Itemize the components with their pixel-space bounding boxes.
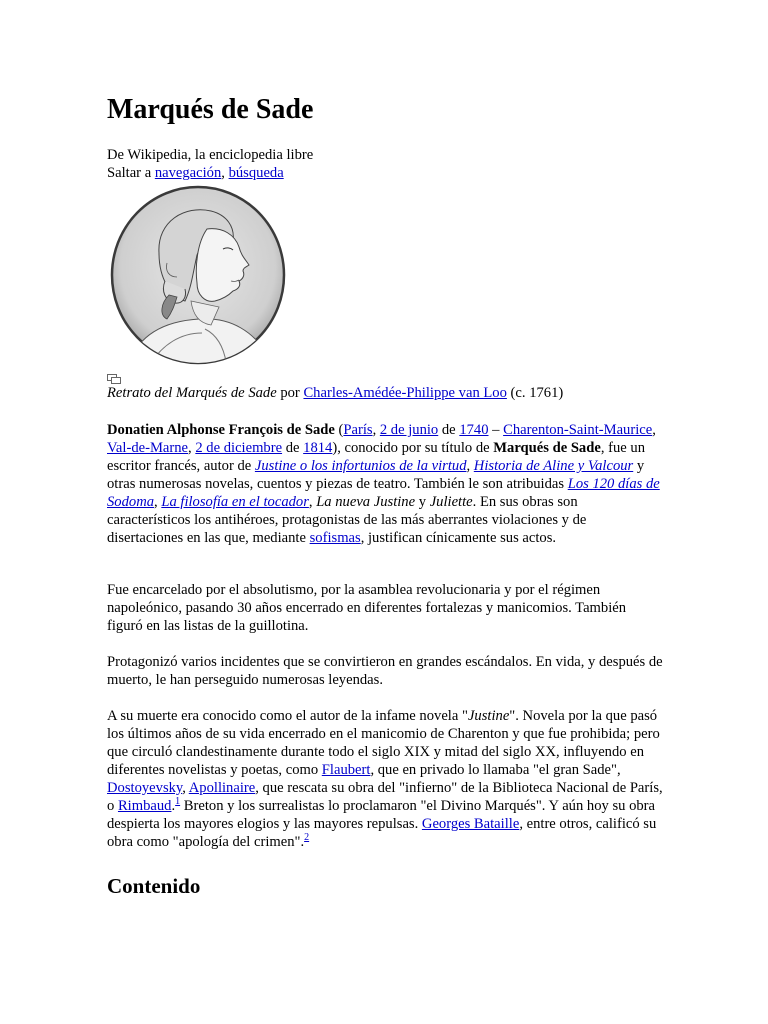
enlarge-icon[interactable] (107, 374, 121, 384)
link-bataille[interactable]: Georges Bataille (421, 816, 520, 832)
link-dostoyevsky[interactable]: Dostoyevsky (107, 780, 183, 796)
link-sofismas[interactable]: sofismas (309, 530, 361, 546)
text: , (188, 440, 196, 456)
article-intro (107, 146, 313, 182)
text: ), conocido por su título de (332, 440, 494, 456)
text: y (415, 494, 430, 510)
text: . (171, 798, 176, 814)
link-val-de-marne[interactable]: Val-de-Marne (107, 440, 189, 456)
jump-separator: , (221, 165, 229, 181)
subject-name: Donatien Alphonse François de Sade (107, 422, 335, 438)
text: , (182, 780, 189, 796)
text: , (308, 494, 317, 510)
link-birth-date[interactable]: 2 de junio (379, 422, 439, 438)
text: de (438, 422, 460, 438)
text: , (652, 422, 656, 438)
paragraph-scandals: Protagonizó varios incidentes que se convirtieron en grandes escándalos. En vida, y después de muerto, le han perseguido numerosas leyendas. (107, 654, 663, 688)
paragraph-intro (107, 421, 663, 547)
italic-title: Juliette (429, 494, 473, 510)
portrait-image[interactable] (107, 183, 289, 369)
link-filosofia[interactable] (161, 494, 309, 510)
text: , justifican cínicamente sus actos. (360, 530, 557, 546)
caption-author-link[interactable]: Charles-Amédée-Philippe van Loo (303, 385, 507, 401)
text: , entre otros, calificó su obra como "apología del crimen". (107, 816, 657, 850)
link-charenton[interactable]: Charenton-Saint-Maurice (503, 422, 653, 438)
text: , que rescata su obra del "infierno" de la Biblioteca Nacional de París, o (107, 780, 663, 814)
link-flaubert[interactable]: Flaubert (321, 762, 371, 778)
link-aline[interactable] (474, 458, 633, 474)
image-caption (107, 384, 667, 402)
text: de (282, 440, 304, 456)
link-filosofia-label: La filosofía en el tocador (161, 494, 309, 510)
text: , (154, 494, 162, 510)
contents-heading: Contenido (107, 874, 201, 898)
link-death-year[interactable]: 1814 (303, 440, 333, 456)
text: ". Novela por la que pasó los últimos años de su vida encerrado en el manicomio de Charenton y que fue prohibida; pero que circuló clandestinamente durante todo el siglo XIX y mitad del siglo XX, influyendo en diferentes novelistas y poetas, como (107, 708, 660, 778)
jump-links (107, 164, 313, 182)
link-death-date[interactable]: 2 de diciembre (195, 440, 283, 456)
title-bold: Marqués de Sade (493, 440, 601, 456)
text: , (372, 422, 380, 438)
page-title: Marqués de Sade (107, 94, 314, 125)
link-apollinaire[interactable]: Apollinaire (188, 780, 256, 796)
text: , (466, 458, 474, 474)
text: y otras numerosas novelas, cuentos y piezas de teatro. También le son atribuidas (107, 458, 645, 492)
italic-title: Justine (467, 708, 510, 724)
navigation-link[interactable]: navegación (154, 165, 222, 181)
link-paris[interactable]: París (343, 422, 373, 438)
site-sub: De Wikipedia, la enciclopedia libre (107, 147, 314, 163)
italic-title: La nueva Justine (316, 494, 416, 510)
reference-1[interactable]: 1 (175, 796, 181, 807)
caption-date: (c. 1761) (506, 385, 564, 401)
text: , que en privado lo llamaba "el gran Sade", (370, 762, 621, 778)
text: , fue un escritor francés, autor de (107, 440, 646, 474)
reference-2[interactable]: 2 (304, 832, 310, 843)
link-birth-year[interactable]: 1740 (459, 422, 489, 438)
search-link[interactable]: búsqueda (228, 165, 284, 181)
link-rimbaud[interactable]: Rimbaud (117, 798, 172, 814)
caption-text: por (276, 385, 304, 401)
caption-title: Retrato del Marqués de Sade (107, 385, 277, 401)
text: A su muerte era conocido como el autor de la infame novela " (107, 708, 468, 724)
paragraph-legacy (107, 707, 663, 851)
paragraph-imprisonment: Fue encarcelado por el absolutismo, por la asamblea revolucionaria y por el régimen napoleónico, pasando 30 años encerrado en diferentes fortalezas y manicomios. También figuró en las listas de la guillotina. (107, 582, 627, 634)
text: Breton y los surrealistas lo proclamaron "el Divino Marqués". Y aún hoy su obra despierta los mayores elogios y las mayores repulsas. (107, 798, 656, 832)
text: ( (334, 422, 344, 438)
link-justine-label: Justine o los infortunios de la virtud (254, 458, 467, 474)
jump-prefix: Saltar a (107, 165, 155, 181)
link-justine[interactable] (255, 458, 467, 474)
text: – (488, 422, 504, 438)
text: . En sus obras son característicos los antihéroes, protagonistas de las más aberrantes violaciones y de disertaciones en las que, mediante (107, 494, 587, 546)
link-aline-label: Historia de Aline y Valcour (473, 458, 634, 474)
link-120-dias-label: Los 120 días de Sodoma (107, 476, 660, 510)
